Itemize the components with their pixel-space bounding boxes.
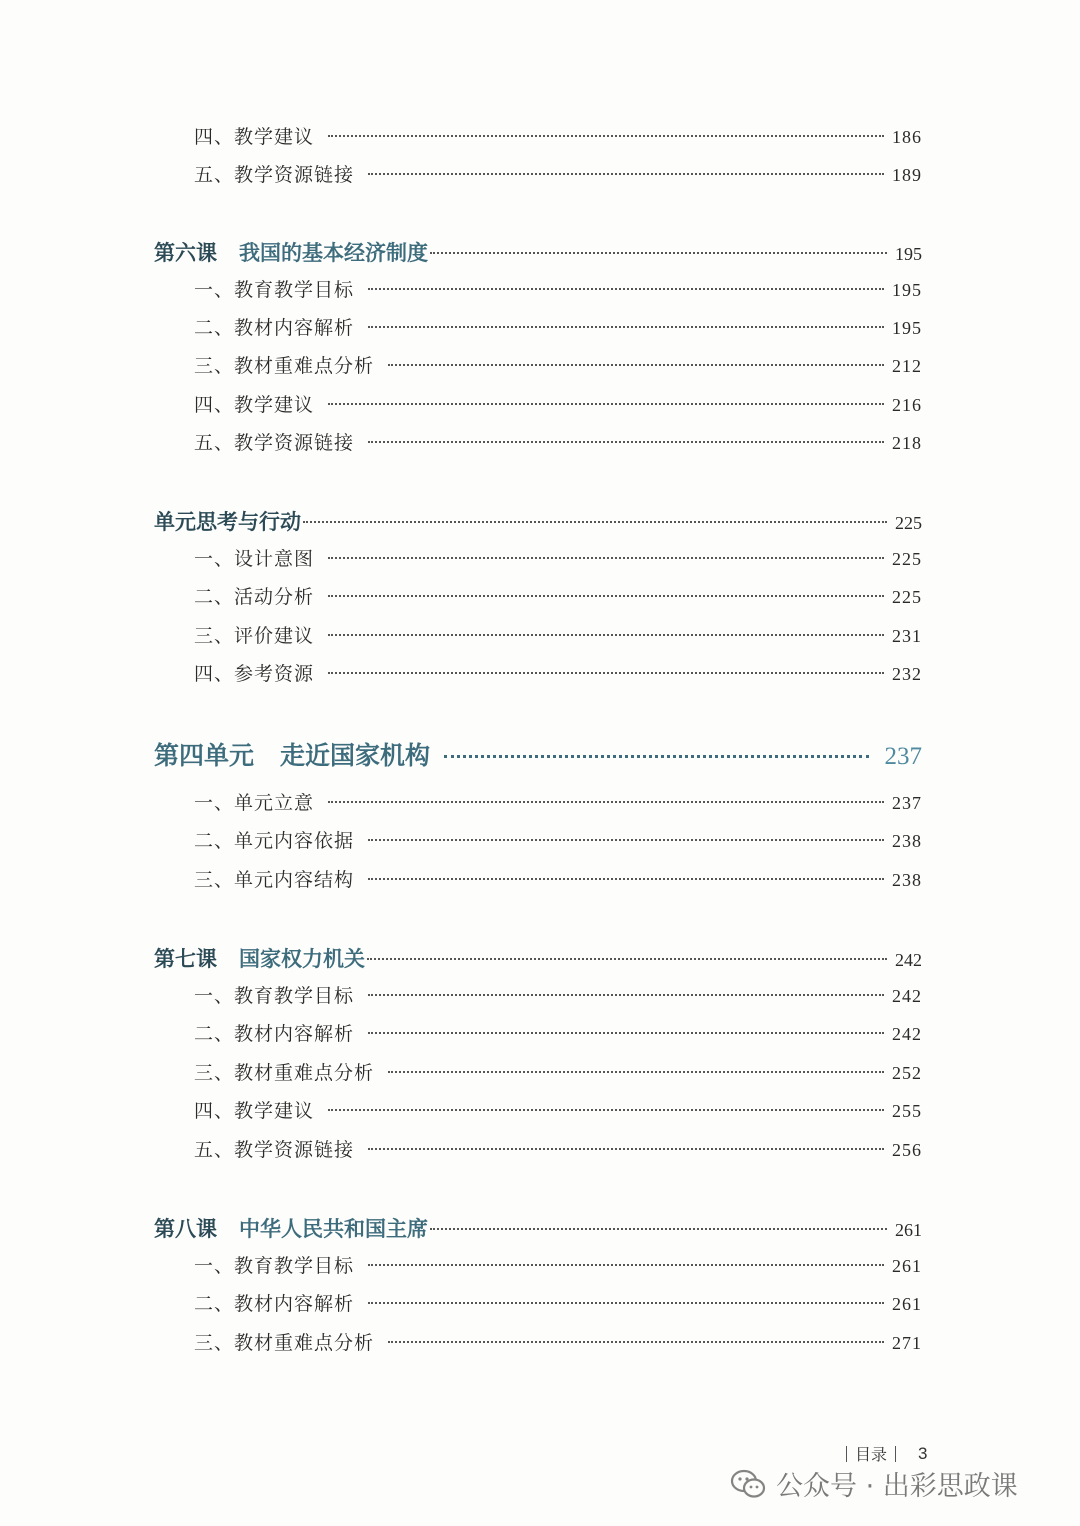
toc-entry — [194, 160, 922, 187]
dot-leader — [328, 672, 884, 674]
dot-leader — [328, 634, 884, 636]
toc-entry-label: 一、教育教学目标 — [194, 279, 355, 301]
unit-title: 走近国家机构 — [280, 741, 431, 770]
dot-leader — [430, 252, 887, 254]
toc-lesson-heading — [154, 506, 922, 536]
toc-lesson-heading — [154, 1213, 922, 1243]
toc-entry-label: 三、教材重难点分析 — [194, 1332, 375, 1354]
toc-page-number: 225 — [895, 513, 922, 533]
toc-entry — [194, 865, 922, 892]
lesson-title: 国家权力机关 — [239, 946, 365, 971]
toc-entry-label: 二、单元内容依据 — [194, 830, 355, 852]
toc-entry-label: 一、设计意图 — [194, 548, 315, 570]
toc-page-number: 261 — [892, 1256, 922, 1276]
toc-entry — [194, 826, 922, 853]
toc-entry — [194, 1019, 922, 1046]
toc-page-number: 212 — [892, 356, 922, 376]
dot-leader — [368, 1148, 884, 1150]
toc-page-number: 237 — [892, 793, 922, 813]
lesson-number: 第七课 — [154, 946, 217, 971]
toc-entry-label: 一、教育教学目标 — [194, 985, 355, 1007]
toc-entry-label: 三、单元内容结构 — [194, 869, 355, 891]
lesson-title: 中华人民共和国主席 — [239, 1216, 428, 1241]
dot-leader — [328, 403, 884, 405]
toc-entry — [194, 544, 922, 571]
toc-page-number: 186 — [892, 127, 922, 147]
lesson-number: 第八课 — [154, 1216, 217, 1241]
dot-leader — [368, 1302, 884, 1304]
toc-entry-label: 一、教育教学目标 — [194, 1255, 355, 1277]
toc-page-number: 255 — [892, 1101, 922, 1121]
toc-page-number: 242 — [895, 950, 922, 970]
toc-entry — [194, 1058, 922, 1085]
toc-page-number: 271 — [892, 1333, 922, 1353]
toc-page-number: 261 — [892, 1294, 922, 1314]
toc-entry-label: 二、活动分析 — [194, 586, 315, 608]
lesson-number: 第六课 — [154, 240, 217, 265]
toc-entry — [194, 390, 922, 417]
toc-page-number: 195 — [892, 318, 922, 338]
toc-page-number: 218 — [892, 433, 922, 453]
dot-leader — [430, 1228, 887, 1230]
divider — [895, 1446, 896, 1462]
toc-page-number: 195 — [895, 244, 922, 264]
toc-entry-label: 四、教学建议 — [194, 1100, 315, 1122]
unit-number: 第四单元 — [154, 741, 255, 770]
divider — [846, 1446, 847, 1462]
toc-entry-label: 四、参考资源 — [194, 663, 315, 685]
toc-entry-label: 五、教学资源链接 — [194, 1139, 355, 1161]
toc-page-number: 231 — [892, 626, 922, 646]
toc-entry — [194, 275, 922, 302]
toc-entry — [194, 351, 922, 378]
toc-entry — [194, 1289, 922, 1316]
toc-page-number: 252 — [892, 1063, 922, 1083]
toc-entry-label: 二、教材内容解析 — [194, 1293, 355, 1315]
toc-page-number: 195 — [892, 280, 922, 300]
toc-entry-label: 三、教材重难点分析 — [194, 1062, 375, 1084]
dot-leader — [368, 1032, 884, 1034]
toc-entry-label: 三、评价建议 — [194, 625, 315, 647]
dot-leader — [328, 557, 884, 559]
dot-leader — [328, 801, 884, 803]
dot-leader — [444, 755, 868, 758]
toc-entry — [194, 659, 922, 686]
toc-page-number: 238 — [892, 831, 922, 851]
toc-entry-label: 三、教材重难点分析 — [194, 355, 375, 377]
watermark — [730, 1464, 1018, 1503]
page-footer — [838, 1442, 927, 1465]
toc-entry-label: 一、单元立意 — [194, 792, 315, 814]
toc-entry — [194, 122, 922, 149]
toc-entry — [194, 582, 922, 609]
toc-entry — [194, 788, 922, 815]
dot-leader — [368, 1264, 884, 1266]
toc-entry-label: 二、教材内容解析 — [194, 1023, 355, 1045]
toc-page-number: 237 — [884, 743, 922, 770]
toc-entry — [194, 428, 922, 455]
lesson-title: 我国的基本经济制度 — [239, 240, 428, 265]
toc-page-number: 232 — [892, 664, 922, 684]
watermark-text: 公众号 · 出彩思政课 — [776, 1471, 1018, 1502]
toc-entry — [194, 1135, 922, 1162]
dot-leader — [388, 1071, 884, 1073]
dot-leader — [303, 521, 887, 523]
toc-entry-label: 五、教学资源链接 — [194, 164, 355, 186]
toc-unit-heading — [154, 736, 922, 772]
toc-lesson-heading — [154, 237, 922, 267]
dot-leader — [328, 1109, 884, 1111]
dot-leader — [368, 994, 884, 996]
toc-entry — [194, 621, 922, 648]
toc-page-number: 256 — [892, 1140, 922, 1160]
dot-leader — [368, 441, 884, 443]
toc-entry — [194, 313, 922, 340]
toc-page-number: 238 — [892, 870, 922, 890]
toc-entry — [194, 1328, 922, 1355]
toc-page-number: 242 — [892, 1024, 922, 1044]
lesson-title: 单元思考与行动 — [154, 509, 301, 534]
toc-entry-label: 四、教学建议 — [194, 126, 315, 148]
dot-leader — [368, 878, 884, 880]
toc-page-number: 189 — [892, 165, 922, 185]
wechat-icon — [730, 1469, 766, 1499]
toc-entry-label: 二、教材内容解析 — [194, 317, 355, 339]
toc-page-number: 242 — [892, 986, 922, 1006]
toc-entry — [194, 1251, 922, 1278]
footer-section-label: 目录 — [855, 1447, 888, 1464]
dot-leader — [368, 326, 884, 328]
toc-page-number: 261 — [895, 1220, 922, 1240]
dot-leader — [367, 958, 887, 960]
toc-entry-label: 五、教学资源链接 — [194, 432, 355, 454]
dot-leader — [328, 595, 884, 597]
dot-leader — [328, 135, 884, 137]
toc-entry — [194, 1096, 922, 1123]
toc-lesson-heading — [154, 943, 922, 973]
dot-leader — [388, 1341, 884, 1343]
toc-page-number: 216 — [892, 395, 922, 415]
page-number: 3 — [918, 1443, 928, 1463]
toc-entry — [194, 981, 922, 1008]
toc-entry-label: 四、教学建议 — [194, 394, 315, 416]
toc-page-number: 225 — [892, 587, 922, 607]
toc-page-number: 225 — [892, 549, 922, 569]
dot-leader — [368, 288, 884, 290]
dot-leader — [368, 173, 884, 175]
dot-leader — [368, 839, 884, 841]
dot-leader — [388, 364, 884, 366]
